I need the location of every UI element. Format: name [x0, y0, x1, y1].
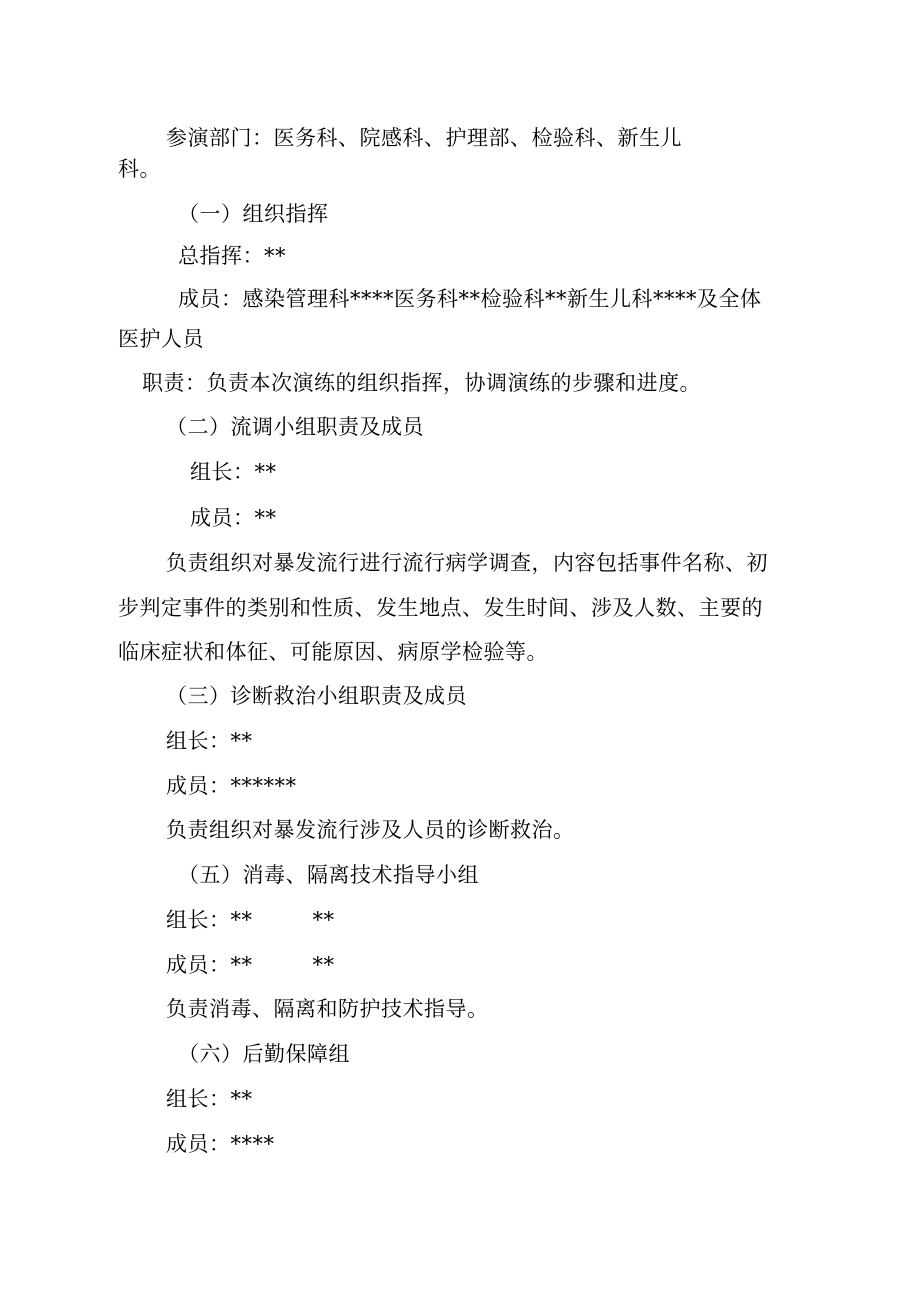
- command-members-line-2: 医护人员: [118, 327, 204, 351]
- epidemiology-duty-line-3: 临床症状和体征、可能原因、病原学检验等。: [118, 640, 548, 664]
- command-duty: 职责：负责本次演练的组织指挥，协调演练的步骤和进度。: [142, 371, 701, 395]
- disinfection-duty: 负责消毒、隔离和防护技术指导。: [166, 997, 489, 1021]
- commander-line: 总指挥：**: [178, 244, 286, 268]
- epidemiology-duty-line-2: 步判定事件的类别和性质、发生地点、发生时间、涉及人数、主要的: [118, 596, 763, 620]
- departments-line-1: 参演部门：医务科、院感科、护理部、检验科、新生儿: [166, 126, 682, 150]
- section-heading-epidemiology: （二）流调小组职责及成员: [166, 415, 424, 439]
- section-heading-disinfection: （五）消毒、隔离技术指导小组: [178, 863, 479, 887]
- disinfection-leader-line: [166, 906, 335, 934]
- epidemiology-duty-line-1: 负责组织对暴发流行进行流行病学调查，内容包括事件名称、初: [166, 551, 768, 575]
- section-heading-logistics: （六）后勤保障组: [178, 1042, 350, 1066]
- epidemiology-leader: 组长：**: [190, 460, 277, 484]
- section-heading-command: （一）组织指挥: [178, 202, 329, 226]
- epidemiology-members: 成员：**: [190, 506, 277, 530]
- command-members-line-1: 成员：感染管理科****医务科**检验科**新生儿科****及全体: [178, 287, 762, 311]
- treatment-duty: 负责组织对暴发流行涉及人员的诊断救治。: [166, 818, 575, 842]
- treatment-members: 成员：******: [166, 774, 297, 798]
- section-heading-treatment: （三）诊断救治小组职责及成员: [166, 684, 467, 708]
- treatment-leader: 组长：**: [166, 729, 253, 753]
- logistics-leader: 组长：**: [166, 1087, 253, 1111]
- disinfection-leader: 组长：**: [166, 908, 253, 932]
- logistics-members: 成员：****: [166, 1132, 275, 1156]
- disinfection-members-second: **: [312, 953, 335, 977]
- departments-line-2: 科。: [118, 157, 161, 181]
- disinfection-members-line: [166, 951, 335, 979]
- disinfection-members: 成员：**: [166, 953, 253, 977]
- disinfection-leader-second: **: [312, 908, 335, 932]
